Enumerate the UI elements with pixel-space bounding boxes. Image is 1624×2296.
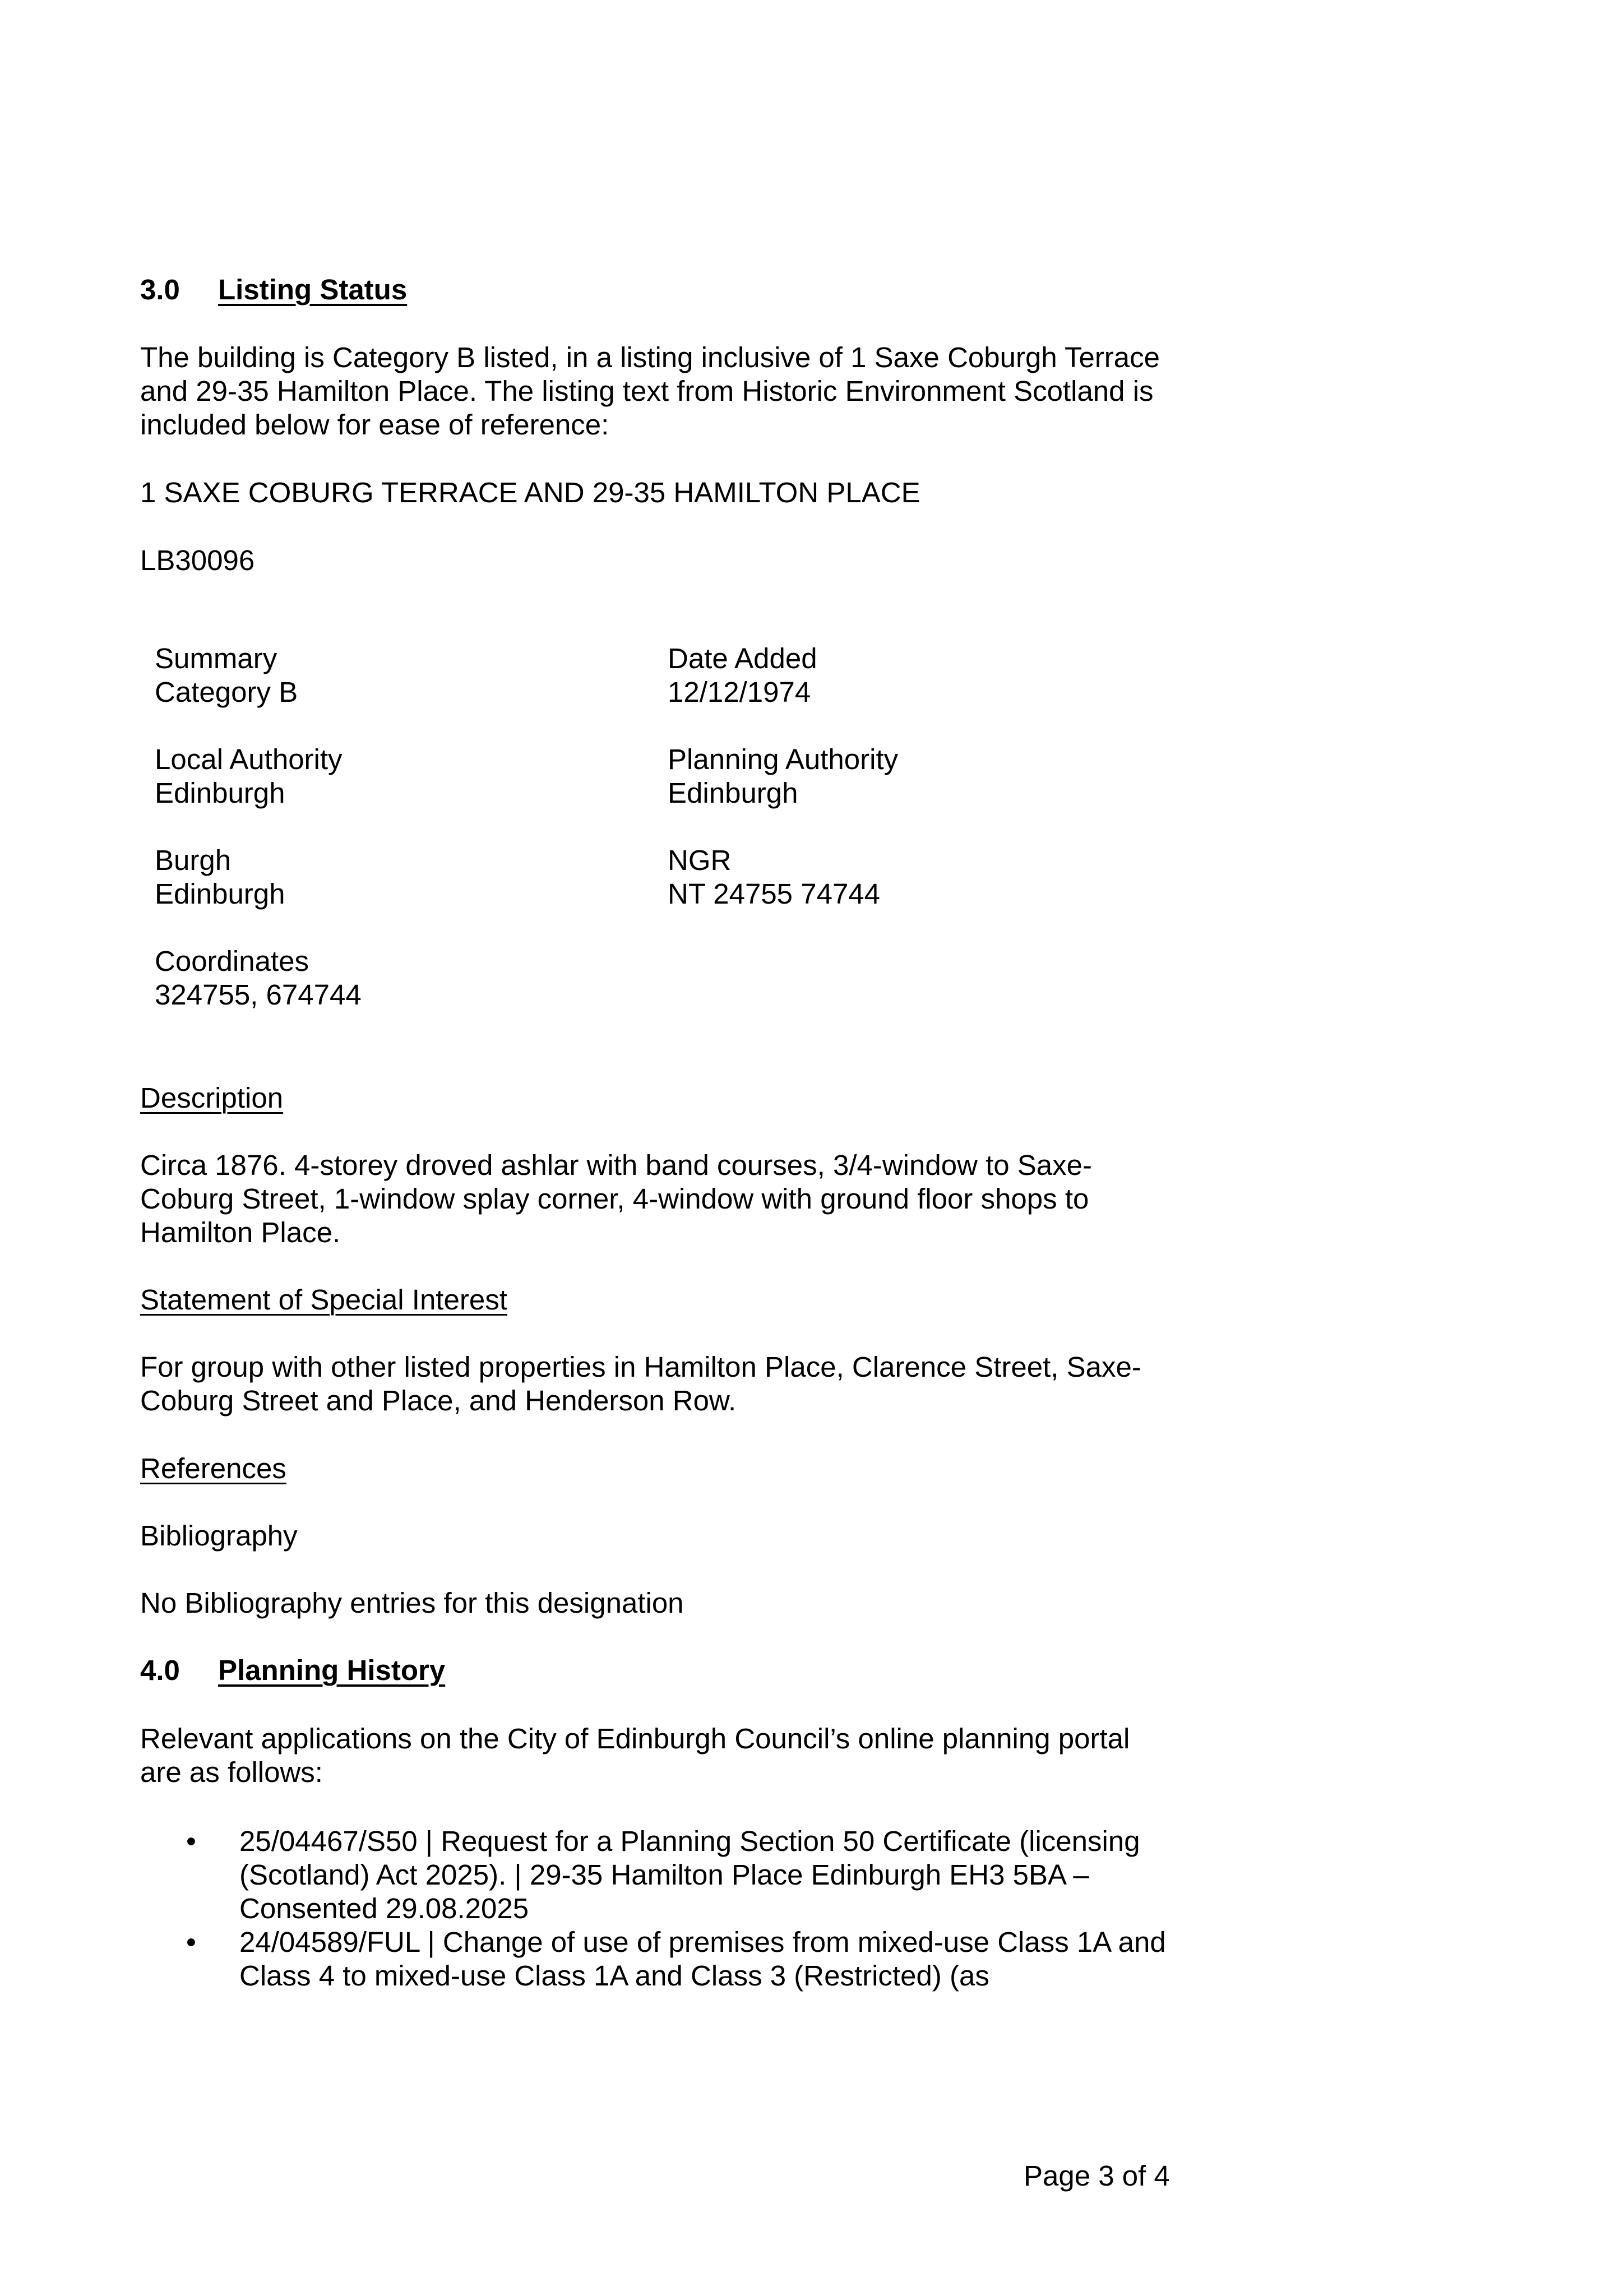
listing-intro-paragraph: The building is Category B listed, in a listing inclusive of 1 Saxe Coburgh Terrace and 29-35 Hamilton Place. The listing text from Historic Environment Scotland is included below for ease of reference: bbox=[140, 341, 1160, 441]
section-3-title: Listing Status bbox=[218, 274, 408, 305]
description-paragraph: Circa 1876. 4-storey droved ashlar with band courses, 3/4-window to Saxe-Coburg Street, 1-window splay corner, 4-window with ground floor shops to Hamilton Place. bbox=[140, 1149, 1093, 1248]
coordinates-cell bbox=[155, 945, 362, 1012]
summary-label: Summary bbox=[155, 642, 277, 674]
bibliography-label: Bibliography bbox=[140, 1520, 298, 1552]
statement-heading-text: Statement of Special Interest bbox=[140, 1284, 507, 1316]
bullet-icon: • bbox=[186, 1926, 196, 1958]
statement-paragraph: For group with other listed properties in Hamilton Place, Clarence Street, Saxe-Coburg Street and Place, and Henderson Row. bbox=[140, 1351, 1141, 1417]
coordinates-value: 324755, 674744 bbox=[155, 979, 362, 1011]
ngr-label: NGR bbox=[668, 844, 732, 876]
date-added-cell bbox=[668, 642, 817, 709]
section-3-number: 3.0 bbox=[140, 274, 180, 305]
burgh-label: Burgh bbox=[155, 844, 232, 876]
ngr-cell bbox=[668, 844, 880, 911]
bibliography-text: No Bibliography entries for this designation bbox=[140, 1587, 684, 1619]
planning-authority-cell bbox=[668, 743, 898, 810]
planning-authority-label: Planning Authority bbox=[668, 743, 899, 775]
burgh-value: Edinburgh bbox=[155, 878, 285, 910]
bullet-icon: • bbox=[186, 1825, 196, 1857]
date-added-label: Date Added bbox=[668, 642, 817, 674]
planning-authority-value: Edinburgh bbox=[668, 777, 798, 809]
section-4-title: Planning History bbox=[218, 1654, 446, 1686]
local-authority-label: Local Authority bbox=[155, 743, 343, 775]
listing-reference: LB30096 bbox=[140, 544, 255, 576]
references-heading-text: References bbox=[140, 1452, 286, 1484]
coordinates-label: Coordinates bbox=[155, 945, 309, 977]
description-heading bbox=[140, 1081, 283, 1115]
planning-intro-paragraph: Relevant applications on the City of Edinburgh Council’s online planning portal are as follows: bbox=[140, 1723, 1130, 1788]
section-3-heading bbox=[140, 273, 407, 307]
burgh-cell bbox=[155, 844, 285, 911]
page-number: Page 3 of 4 bbox=[1024, 2160, 1170, 2192]
list-item bbox=[140, 1925, 1183, 1993]
section-4-number: 4.0 bbox=[140, 1654, 180, 1686]
summary-cell bbox=[155, 642, 298, 709]
application-text: 24/04589/FUL | Change of use of premises from mixed-use Class 1A and Class 4 to mixed-use Class 1A and Class 3 (Restricted) (as bbox=[239, 1926, 1166, 1992]
summary-value: Category B bbox=[155, 676, 298, 708]
local-authority-cell bbox=[155, 743, 343, 810]
statement-heading bbox=[140, 1283, 507, 1317]
date-added-value: 12/12/1974 bbox=[668, 676, 811, 708]
local-authority-value: Edinburgh bbox=[155, 777, 285, 809]
listing-name: 1 SAXE COBURG TERRACE AND 29-35 HAMILTON PLACE bbox=[140, 476, 920, 508]
planning-applications-list bbox=[140, 1825, 1183, 1993]
references-heading bbox=[140, 1452, 286, 1485]
application-text: 25/04467/S50 | Request for a Planning Section 50 Certificate (licensing (Scotland) Act 2025). | 29-35 Hamilton Place Edinburgh EH3 5BA – Consented 29.08.2025 bbox=[239, 1825, 1140, 1924]
list-item bbox=[140, 1825, 1183, 1925]
section-4-heading bbox=[140, 1654, 445, 1687]
ngr-value: NT 24755 74744 bbox=[668, 878, 881, 910]
description-heading-text: Description bbox=[140, 1082, 284, 1114]
